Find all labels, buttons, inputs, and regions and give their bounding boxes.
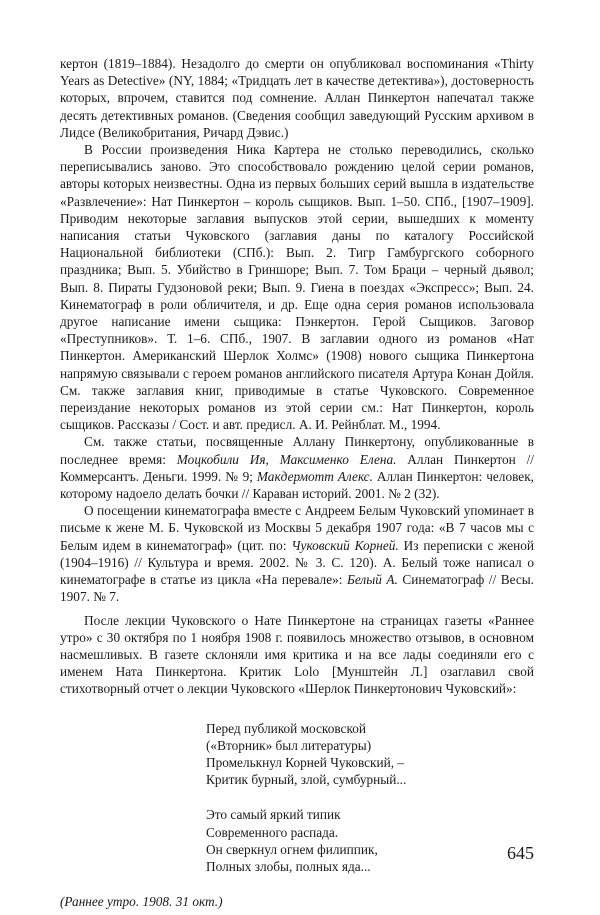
poem-line: Полных злобы, полных яда...: [206, 858, 371, 874]
paragraph-3-text-c: Аллан Пинкертон // Коммерсантъ. Деньги. 1999. № 9;: [60, 451, 534, 484]
paragraph-4-text-a: О посещении кинематографа вместе с Андреем Белым Чуковский упоминает в письме к жене М. Б. Чуковской из Москвы 5 декабря 1907 года: «В 7 часов мы с Белым идем в кинематограф» (цит. по:: [60, 503, 534, 553]
poem-line: Он сверкнул огнем филиппик,: [206, 841, 378, 857]
paragraph-3-text-e: Аллан Пинкертон: человек, которому надоело делать бочки // Караван историй. 2001. № 2 (32).: [60, 468, 534, 502]
paragraph-4-text-c: Из переписки с женой (1904–1916) // Культура и время. 2002. № 3. С. 120). А. Белый тоже написал о кинематографе в статье из цикла «На перевале»:: [60, 537, 534, 588]
paragraph-2: В России произведения Ника Картера не столько переводились, сколько переписывались заново. Это способствовало рождению целой серии романов, авторы которых неизвестны. Одна из первых больших серий вышла в издательстве «Развлечение»: Нат Пинкертон – король сыщиков. Вып. 1–50. СПб., [1907–1909]. Приводим некоторые заглавия выпусков этой серии, вышедших к моменту написания статьи Чуковского (заглавия даны по каталогу Российской Национальной библиотеки (СПб.): Вып. 2. Тигр Гамбургского соборного праздника; Вып. 5. Убийство в Гриншоре; Вып. 7. Том Браци – черный дьявол; Вып. 8. Пираты Гудзоновой реки; Вып. 9. Гиена в поездах «Экспресс»; Вып. 24. Кинематограф в роли обличителя, и др. Еще одна серия романов использовала другое написание имени сыщика: Пэнкертон. Герой Сыщиков. Заговор «Преступников». Т. 1–6. СПб., 1907. В заглавии одного из романов «Нат Пинкертон. Американский Шерлок Холмс» (1908) нового сыщика Пинкертона напрямую связывали с героем романов английского писателя Артура Конан Дойля. См. также заглавия книг, приводимые в статье Чуковского. Современное переиздание некоторых романов из этой серии см.: Нат Пинкертон, король сыщиков. Рассказы / Сост. и авт. предисл. А. И. Рейнблат. М., 1994.: [60, 142, 534, 433]
paragraph-4: [60, 502, 534, 605]
poem-line: Перед публикой московской: [206, 720, 366, 736]
poem-line: Промелькнул Корней Чуковский, –: [206, 754, 405, 770]
poem-line: Критик бурный, злой, сумбурный...: [206, 772, 407, 788]
author-name-2: Макдермотт Алекс.: [256, 468, 373, 484]
poem-stanza-2: [206, 806, 534, 875]
poem: [206, 720, 534, 876]
paragraph-1: кертон (1819–1884). Незадолго до смерти он опубликовал воспоминания «Thirty Years as Detective» (NY, 1884; «Тридцать лет в качестве детектива»), достоверность которых, впрочем, ставится под сомнение. Аллан Пинкертон напечатал также десять детективных романов. (Сведения сообщил заведующий Русским архивом в Лидсе (Великобритания, Ричард Дэвис.): [60, 56, 534, 140]
page-number: 645: [507, 843, 534, 863]
paragraph-5: После лекции Чуковского о Нате Пинкертоне на страницах газеты «Раннее утро» с 30 октября по 1 ноября 1908 г. появилось множество отзывов, в основном насмешливых. В газете склоняли имя критика и на все лады соединяли его с именем Ната Пинкертона. Критик Lolo [Мунштейн Л.] озаглавил свой стихотворный отчет о лекции Чуковского «Шерлок Пинкертонович Чуковский»:: [60, 612, 534, 697]
author-name-3: Чуковский Корней.: [291, 537, 399, 553]
author-name-1: Моцкобили Ия, Максименко Елена.: [176, 451, 397, 467]
poem-line: Это самый яркий типик: [206, 807, 341, 823]
paragraph-3-text-a: См. также статьи, посвященные Аллану Пинкертону, опубликованные в последнее время:: [60, 434, 534, 467]
poem-line: («Вторник» был литературы): [206, 737, 372, 753]
paragraph-4-text-e: Синематограф // Весы. 1907. № 7.: [60, 572, 534, 605]
paragraph-3: [60, 433, 534, 502]
poem-source: (Раннее утро. 1908. 31 окт.): [60, 894, 223, 910]
poem-line: Современного распада.: [206, 824, 339, 840]
page-body: [60, 55, 534, 910]
author-name-4: Белый А.: [347, 572, 398, 588]
poem-stanza-1: [206, 720, 534, 789]
